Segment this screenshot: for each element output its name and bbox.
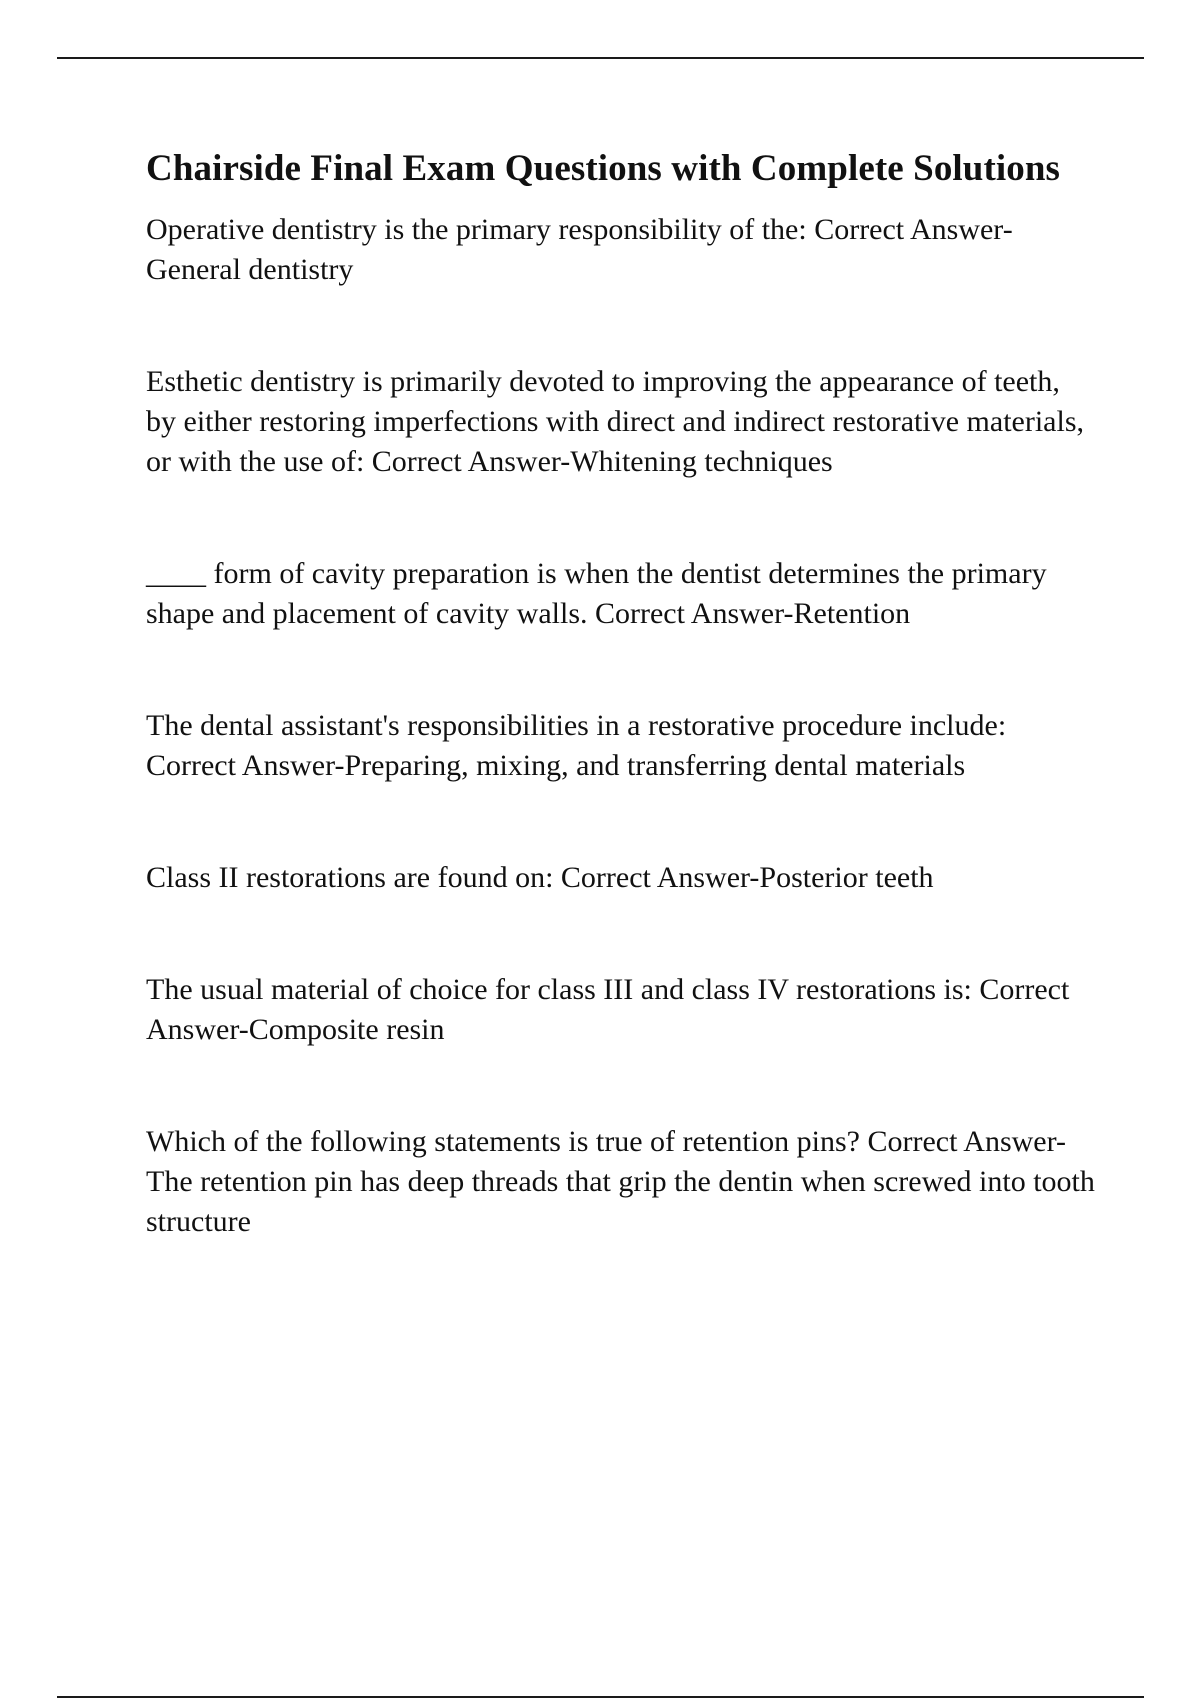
document-title: Chairside Final Exam Questions with Complete Solutions bbox=[146, 148, 1061, 189]
qa-list bbox=[146, 210, 1096, 1242]
qa-item: The dental assistant's responsibilities in a restorative procedure include: Correct Answer-Preparing, mixing, and transferring dental materials bbox=[146, 709, 1007, 782]
bottom-rule bbox=[57, 1696, 1144, 1698]
top-rule bbox=[57, 57, 1144, 59]
qa-item: Which of the following statements is true of retention pins? Correct Answer-The retention pin has deep threads that grip the dentin when screwed into tooth structure bbox=[146, 1125, 1095, 1238]
qa-item: ____ form of cavity preparation is when the dentist determines the primary shape and placement of cavity walls. Correct Answer-Retention bbox=[146, 557, 1047, 630]
qa-item: Class II restorations are found on: Correct Answer-Posterior teeth bbox=[146, 861, 934, 894]
qa-item: Esthetic dentistry is primarily devoted to improving the appearance of teeth, by either restoring imperfections with direct and indirect restorative materials, or with the use of: Correct Answer-Whitening techniques bbox=[146, 365, 1084, 478]
qa-item: Operative dentistry is the primary responsibility of the: Correct Answer-General dentistry bbox=[146, 213, 1013, 286]
qa-item: The usual material of choice for class III and class IV restorations is: Correct Answer-Composite resin bbox=[146, 973, 1070, 1046]
document-body bbox=[146, 144, 1096, 1314]
